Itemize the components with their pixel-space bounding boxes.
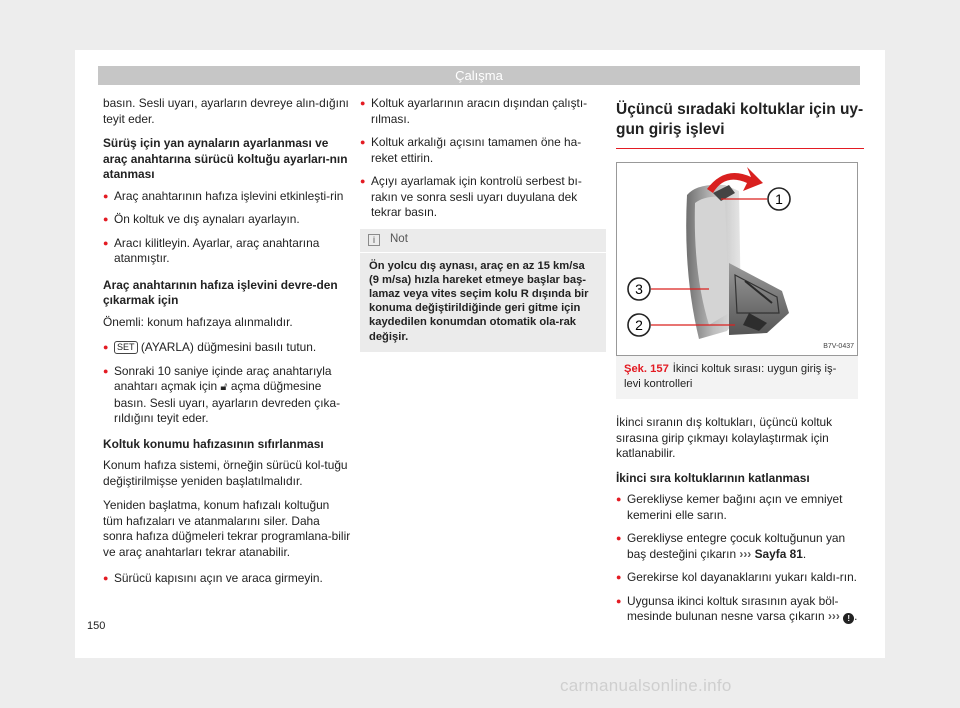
reference-arrow: ››› — [739, 546, 752, 561]
bullet-text: . — [854, 609, 858, 623]
column-2 — [360, 96, 606, 352]
paragraph: Konum hafıza sistemi, örneğin sürücü kol-tuğu değiştirilmişse yeniden başlatılmalıdır. — [103, 458, 348, 488]
paragraph: basın. Sesli uyarı, ayarların devreye alın-dığını teyit eder. — [103, 96, 349, 126]
page-header: Çalışma — [98, 66, 860, 85]
note-header — [360, 229, 606, 253]
seat-figure — [616, 162, 858, 356]
bullet-item: ● Ön koltuk ve dış aynaları ayarlayın. — [103, 212, 351, 228]
info-icon: i — [368, 234, 380, 246]
note-text: Ön yolcu dış aynası, araç en az 15 km/sa (9 m/sa) hızla hareket etmeye başlar baş-lamaz veya vites seçim kolu R dışında bir konuma değiştirildiğinde geri gitme için kaydedilen konumdan otomatik ola-rak değişir. — [369, 259, 589, 343]
bullet-item: ● Gerekirse kol dayanaklarını yukarı kaldı-rın. — [616, 570, 864, 586]
bullet-text: (AYARLA) düğmesini basılı tutun. — [137, 340, 317, 354]
caption-label: Şek. 157 — [624, 363, 669, 375]
bullet-item: ● Aracı kilitleyin. Ayarlar, araç anahtarına atanmıştır. — [103, 236, 351, 267]
bullet-item — [103, 364, 351, 427]
figure-caption — [616, 356, 858, 399]
bullet-item: ● Koltuk arkalığı açısını tamamen öne ha-reket ettirin. — [360, 135, 606, 166]
set-key-icon: SET — [114, 341, 138, 354]
warning-icon[interactable]: ! — [843, 613, 854, 624]
page-reference-link[interactable]: Sayfa 81 — [754, 546, 803, 561]
bullet-item: ● Gerekliyse kemer bağını açın ve emniyet kemerini elle sarın. — [616, 492, 864, 523]
bullet-item: ● Koltuk ayarlarının aracın dışından çalıştı-rılması. — [360, 96, 606, 127]
bullet-item: ● Araç anahtarının hafıza işlevini etkinleşti-rin — [103, 189, 351, 205]
bullet-item — [616, 594, 864, 625]
arrow-icon — [707, 167, 763, 193]
reference-arrow: ››› — [827, 609, 840, 623]
heading: Araç anahtarının hafıza işlevini devre-den çıkarmak için — [103, 277, 338, 307]
callout-3-label: 3 — [635, 281, 643, 297]
figure-code: B7V-0437 — [823, 342, 854, 350]
column-1 — [103, 96, 351, 595]
section-title: Üçüncü sıradaki koltuklar için uy-gun giriş işlevi — [616, 100, 864, 149]
callout-1-label: 1 — [775, 191, 783, 207]
bullet-item: ● Sürücü kapısını açın ve araca girmeyin. — [103, 571, 351, 587]
note-title: Not — [390, 233, 408, 246]
caption-text: İkinci koltuk sırası: uygun giriş iş-levi kontrolleri — [624, 363, 837, 390]
bullet-item — [103, 340, 351, 356]
unlock-icon: 🔓︎ — [220, 381, 228, 393]
callout-2-label: 2 — [635, 317, 643, 333]
seat-illustration — [617, 163, 858, 356]
paragraph: Yeniden başlatma, konum hafızalı koltuğun tüm hafızaları ve atanmalarını siler. Daha sonra hafıza düğmeleri tekrar programlana-bilir ve araç anahtarları tekrar atanabilir. — [103, 498, 351, 559]
bullet-text: açma düğmesine basın. Sesli uyarı, ayarların devreden çıka-rıldığını teyit eder. — [114, 379, 341, 425]
bullet-item: ● Açıyı ayarlamak için kontrolü serbest bı-rakın ve sonra sesli uyarı duyulana dek tekrar basın. — [360, 174, 606, 221]
bullet-text: Gerekliyse entegre çocuk koltuğunun yan baş desteğini çıkarın — [627, 531, 846, 561]
bullet-text: Uygunsa ikinci koltuk sırasının ayak böl-mesinde bulunan nesne varsa çıkarın — [627, 593, 839, 623]
bullet-text: Sonraki 10 saniye içinde araç anahtarıyla anahtarı açmak için — [114, 363, 332, 393]
paragraph: İkinci sıranın dış koltukları, üçüncü koltuk sırasına girip çıkmayı kolaylaştırmak için katlanabilir. — [616, 415, 833, 460]
column-3 — [616, 96, 864, 633]
watermark: carmanualsonline.info — [560, 676, 732, 695]
bullet-item — [616, 531, 864, 562]
bullet-text: . — [802, 546, 807, 561]
heading: Koltuk konumu hafızasının sıfırlanması — [103, 436, 324, 451]
page-number: 150 — [87, 620, 106, 632]
paragraph: Önemli: konum hafızaya alınmalıdır. — [103, 314, 293, 329]
note-box — [360, 229, 606, 352]
heading: İkinci sıra koltuklarının katlanması — [616, 470, 810, 485]
heading: Sürüş için yan aynaların ayarlanması ve araç anahtarına sürücü koltuğu ayarları-nın atanması — [103, 136, 348, 181]
